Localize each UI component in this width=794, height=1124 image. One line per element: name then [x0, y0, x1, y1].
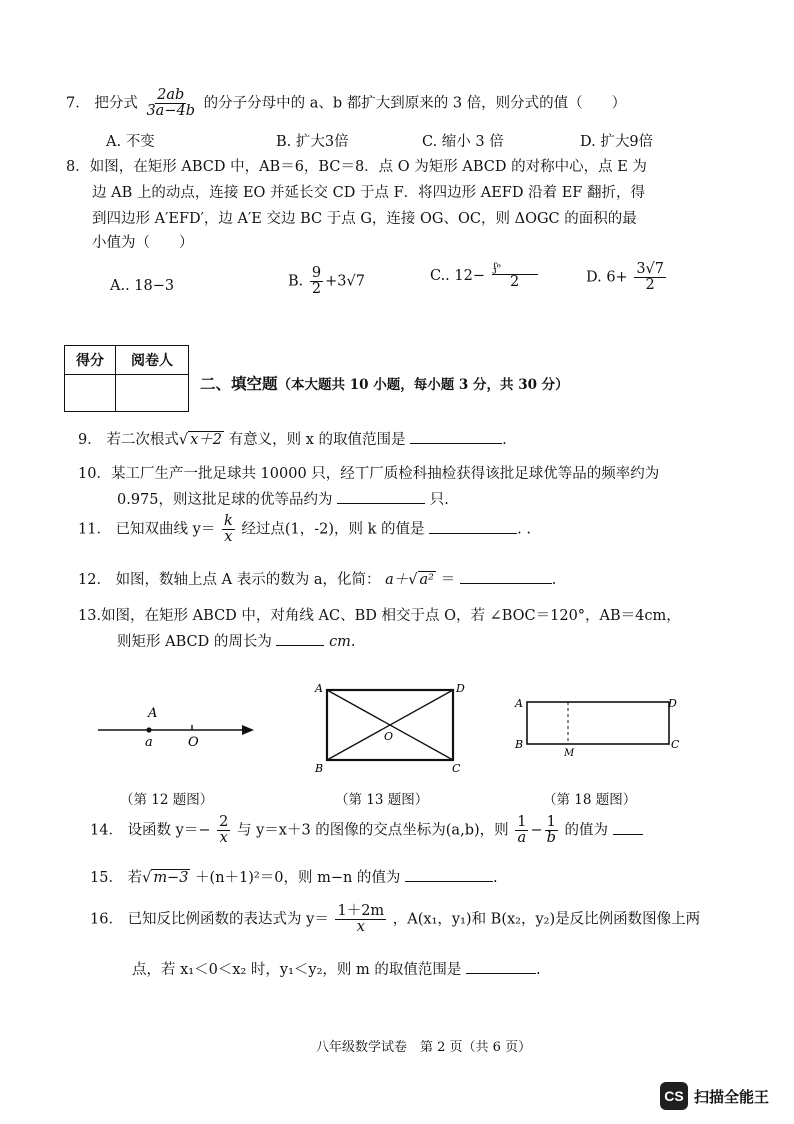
number-line-arrow	[242, 725, 254, 735]
q7-option-a: A. 不变	[106, 134, 155, 150]
q9-text-pre: 若二次根式	[106, 432, 179, 448]
q7-option-b: B. 扩大3倍	[276, 134, 349, 150]
q7-post: 的分子分母中的 a、b 都扩大到原来的 3 倍，则分式的值（ ）	[203, 95, 627, 112]
q7-option-d: D. 扩大9倍	[580, 134, 654, 150]
q14-f3-num: 1	[546, 814, 556, 830]
question-14	[90, 815, 643, 846]
q8-option-c	[430, 262, 540, 290]
grader-header: 阅卷人	[116, 346, 189, 375]
q10-line2-post: 只.	[429, 492, 449, 508]
question-12: 12． 如图，数轴上点 A 表示的数为 a，化简： a＋√ a² ＝ .	[78, 568, 556, 589]
question-9: 9． 若二次根式√ x＋2 有意义，则 x 的取值范围是 .	[78, 428, 507, 449]
question-16	[90, 904, 700, 935]
fig18-caption: （第 18 题图）	[543, 792, 637, 808]
q14-number: 14．	[90, 822, 123, 839]
figure-13-rectangle	[312, 676, 472, 780]
figure-18-rectangle	[510, 690, 690, 762]
q12-number: 12．	[78, 572, 111, 588]
q13-line1: 如图，在矩形 ABCD 中，对角线 AC、BD 相交于点 O，若 ∠BOC＝120°，AB＝4cm，	[101, 608, 681, 624]
figure-12-number-line	[92, 700, 267, 750]
q7-option-c: C. 缩小 3 倍	[422, 134, 504, 150]
fig18-label-M: M	[564, 748, 575, 759]
q11-end: . .	[517, 521, 531, 538]
q8-number: 8．	[66, 159, 90, 175]
fig18-label-C: C	[671, 738, 680, 751]
question-7	[66, 88, 626, 119]
q14-f3-den: b	[546, 830, 556, 847]
fig18-rect	[527, 702, 669, 744]
q11-answer-blank[interactable]	[429, 518, 517, 534]
q8-option-b	[288, 266, 365, 297]
q10-line2	[117, 488, 449, 509]
q15-answer-blank[interactable]	[405, 867, 493, 883]
fig13-label-B: B	[315, 762, 324, 775]
q14-answer-blank[interactable]	[613, 819, 643, 835]
q16-line2	[132, 958, 541, 979]
q16-pre: 已知反比例函数的表达式为 y＝	[127, 911, 329, 928]
q15-number: 15．	[90, 870, 123, 886]
q14-minus: −	[530, 822, 543, 839]
q16-post: ，A(x₁，y₁)和 B(x₂，y₂)是反比例函数图像上两	[392, 911, 701, 928]
q16-frac-den: x	[356, 919, 365, 936]
q9-end: .	[502, 432, 507, 448]
section-2-title: 二、填空题	[200, 375, 278, 393]
q12-text: 如图，数轴上点 A 表示的数为 a，化简：	[115, 572, 381, 588]
q11-fraction	[222, 514, 235, 545]
q16-end: .	[536, 962, 541, 978]
q10-line2-pre: 0.975，则这批足球的优等品约为	[117, 492, 333, 508]
q14-mid: 与 y＝x＋3 的图像的交点坐标为(a,b)，则	[236, 822, 509, 839]
q8-line2: 边 AB 上的动点，连接 EO 并延长交 CD 于点 F．将四边形 AEFD 沿着 EF 翻折，得	[92, 185, 645, 201]
q14-fraction-3	[545, 815, 558, 846]
q8-option-d	[586, 262, 668, 293]
q14-fraction-2	[515, 815, 528, 846]
q10-number: 10．	[78, 466, 111, 482]
q9-number: 9．	[78, 432, 102, 448]
q13-line2-post: cm.	[329, 634, 356, 650]
q13-line2	[117, 630, 356, 651]
q8-line4: 小值为（ ）	[92, 235, 194, 251]
q9-text-post: 有意义，则 x 的取值范围是	[228, 432, 406, 448]
section-2-heading	[200, 372, 569, 394]
q7-number: 7．	[66, 95, 90, 112]
q8-optd-label: D. 6+	[586, 269, 628, 286]
q12-expr-pre: a＋	[385, 572, 409, 588]
fig13-label-A: A	[315, 682, 323, 695]
q15-end: .	[493, 870, 498, 886]
point-a-dot	[146, 727, 151, 732]
fig18-label-A: A	[515, 697, 523, 710]
fig13-caption: （第 13 题图）	[335, 792, 429, 808]
q11-number: 11．	[78, 521, 111, 538]
q16-line2-text: 点，若 x₁＜0＜x₂ 时，y₁＜y₂，则 m 的取值范围是	[132, 962, 462, 978]
section-2-note: （本大题共 10 小题，每小题 3 分，共 30 分）	[277, 377, 569, 393]
q8-optd-num: 3√7	[636, 261, 665, 277]
q15-mid: ＋(n＋1)²＝0，则 m−n 的值为	[195, 870, 401, 886]
q12-answer-blank[interactable]	[460, 569, 552, 585]
question-13	[78, 604, 681, 625]
q8-line1: 如图，在矩形 ABCD 中，AB＝6，BC＝8．点 O 为矩形 ABCD 的对称中心，点 E 为	[89, 159, 647, 175]
q14-f1-den: x	[219, 830, 228, 847]
score-box	[64, 345, 189, 412]
q14-fraction-1	[217, 815, 230, 846]
q14-post: 的值为	[564, 822, 609, 839]
grader-cell	[116, 375, 189, 412]
q8-optd-fraction	[634, 262, 666, 293]
fig12-label-A: A	[148, 706, 158, 721]
q8-optc-label: C.. 12−	[430, 267, 486, 284]
q12-expr-post: ＝	[440, 572, 456, 588]
q15-radicand: m−3	[153, 870, 189, 886]
q8-optb-den: 2	[311, 281, 322, 298]
fig12-label-a: a	[145, 735, 153, 750]
question-11	[78, 514, 531, 545]
q8-optc-den: 2	[510, 273, 520, 290]
q9-radicand: x＋2	[190, 432, 222, 448]
q16-number: 16．	[90, 911, 123, 928]
q13-line2-pre: 则矩形 ABCD 的周长为	[117, 634, 272, 650]
q10-line1: 某工厂生产一批足球共 10000 只，经丅厂质检科抽检获得该批足球优等品的频率约为	[110, 466, 660, 482]
camscanner-logo-icon: CS	[660, 1082, 688, 1110]
question-10	[78, 462, 659, 483]
fig13-label-C: C	[452, 762, 461, 775]
q10-answer-blank[interactable]	[337, 489, 425, 505]
q8-optc-fraction	[492, 262, 538, 290]
q11-frac-den: x	[224, 529, 233, 546]
q12-radicand: a²	[419, 572, 434, 588]
q8-optc-num: ʃ̵ᶱ	[492, 262, 538, 275]
q7-frac-den: 3a−4b	[146, 103, 195, 120]
q8-optd-den: 2	[645, 277, 655, 294]
q8-optb-label: B.	[288, 273, 304, 290]
q8-option-a: A.. 18−3	[110, 278, 175, 294]
question-8	[66, 155, 647, 176]
q12-end: .	[551, 572, 557, 588]
fig12-caption: （第 12 题图）	[120, 792, 214, 808]
scanner-watermark	[660, 1082, 769, 1110]
q13-number: 13.	[78, 608, 102, 624]
q8-optb-fraction	[310, 266, 323, 297]
q14-f2-num: 1	[517, 814, 527, 830]
page-footer: 八年级数学试卷 第 2 页（共 6 页）	[316, 1040, 532, 1055]
q13-answer-blank[interactable]	[276, 631, 324, 647]
q11-pre: 已知双曲线 y＝	[115, 521, 216, 538]
q9-answer-blank[interactable]	[410, 429, 502, 445]
q11-post: 经过点(1，-2)，则 k 的值是	[241, 521, 425, 538]
q8-optb-tail: +3√7	[325, 273, 365, 290]
score-header: 得分	[65, 346, 116, 375]
question-15: 15． 若√ m−3 ＋(n＋1)²＝0，则 m−n 的值为 .	[90, 866, 498, 887]
q8-line3: 到四边形 A′EFD′，边 A′E 交边 BC 于点 G，连接 OG、OC，则 ΔOGC 的面积的最	[92, 211, 637, 227]
q14-pre: 设函数 y＝−	[127, 822, 211, 839]
fig13-label-D: D	[456, 682, 465, 695]
score-cell	[65, 375, 116, 412]
fig18-label-D: D	[668, 697, 677, 710]
q7-frac-num: 2ab	[157, 87, 185, 103]
q14-f1-num: 2	[219, 814, 229, 830]
fig13-label-O: O	[384, 730, 394, 743]
q7-pre: 把分式	[94, 95, 138, 112]
q16-answer-blank[interactable]	[466, 959, 536, 975]
q16-fraction	[335, 904, 386, 935]
q8-optb-num: 9	[311, 265, 322, 281]
q7-fraction	[144, 88, 197, 119]
fig12-label-O: O	[188, 735, 199, 750]
q14-f2-den: a	[517, 830, 527, 847]
watermark-text: 扫描全能王	[694, 1087, 770, 1106]
fig18-label-B: B	[515, 738, 524, 751]
q11-frac-num: k	[223, 513, 233, 529]
q15-pre: 若	[127, 870, 143, 886]
q16-frac-num: 1＋2m	[337, 903, 385, 919]
